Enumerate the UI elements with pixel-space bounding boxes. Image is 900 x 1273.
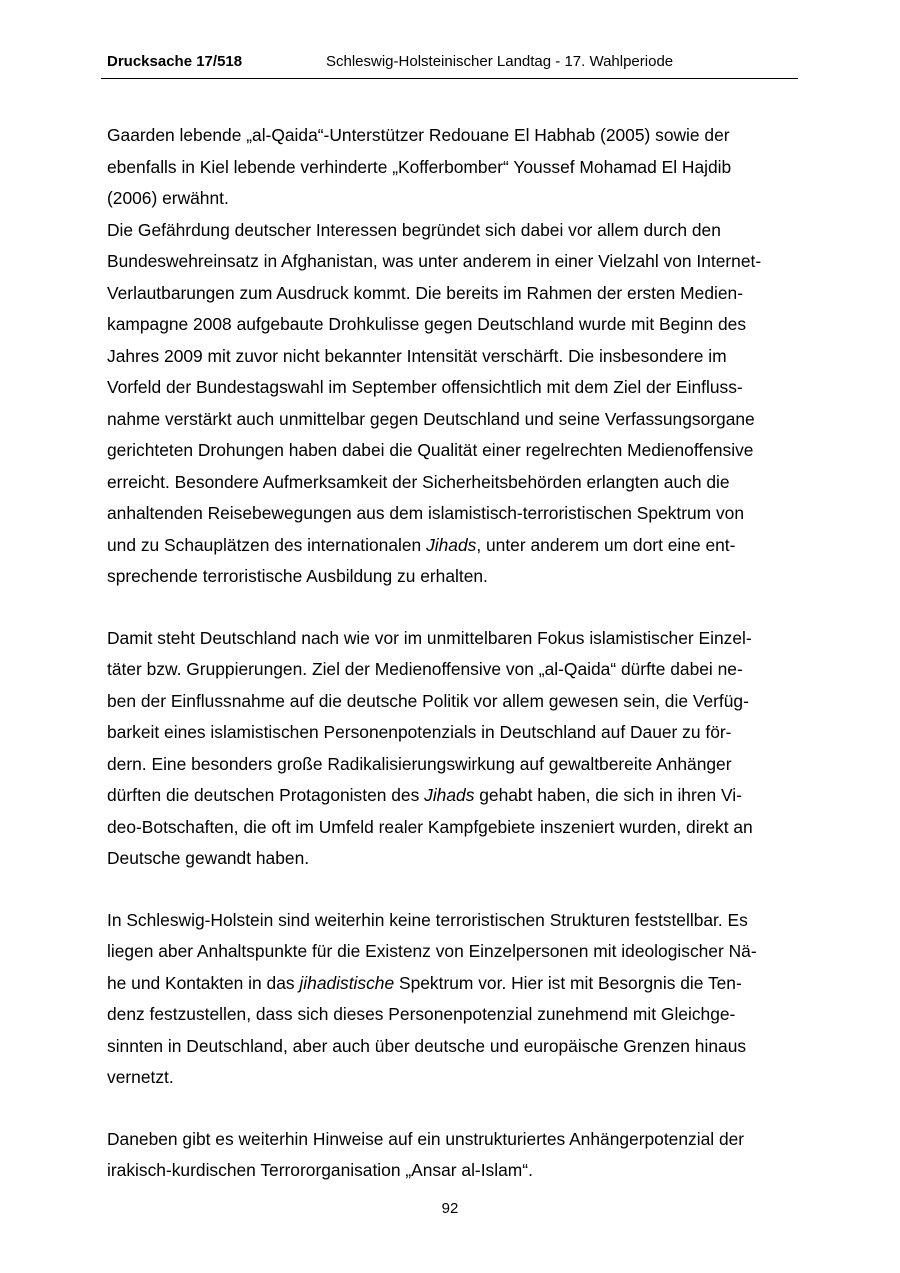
text-line: Verlautbarungen zum Ausdruck kommt. Die bereits im Rahmen der ersten Medien-: [107, 282, 744, 303]
text-line: (2006) erwähnt.: [107, 188, 229, 208]
text-line: [107, 530, 807, 562]
paragraph-4: [107, 1124, 807, 1187]
emphasis-text: Jihads: [426, 534, 477, 555]
emphasis-text: Jihads: [424, 785, 475, 805]
text-line: denz festzustellen, dass sich dieses Personenpotenzial zunehmend mit Gleichge-: [107, 1004, 736, 1024]
paragraph-3: [107, 905, 807, 1094]
text-line: nahme verstärkt auch unmittelbar gegen Deutschland und seine Verfassungsorgane: [107, 408, 755, 429]
text-line: Die Gefährdung deutscher Interessen begründet sich dabei vor allem durch den: [107, 219, 721, 240]
document-number: Drucksache 17/518: [107, 53, 243, 70]
text-line: kampagne 2008 aufgebaute Drohkulisse gegen Deutschland wurde mit Beginn des: [107, 314, 747, 334]
text-line: Deutsche gewandt haben.: [107, 848, 310, 868]
text-line: gerichteten Drohungen haben dabei die Qualität einer regelrechten Medienoffensive: [107, 440, 754, 460]
text-run: und zu Schauplätzen des internationalen: [107, 534, 427, 555]
text-line: irakisch-kurdischen Terrororganisation „Ansar al-Islam“.: [107, 1160, 533, 1180]
text-line: sprechende terroristische Ausbildung zu erhalten.: [107, 566, 488, 586]
text-run: Spektrum vor. Hier ist mit Besorgnis die Ten-: [394, 972, 742, 993]
text-line: sinnten in Deutschland, aber auch über deutsche und europäische Grenzen hinaus: [107, 1035, 747, 1056]
text-run: gehabt haben, die sich in ihren Vi-: [474, 785, 742, 805]
text-line: In Schleswig-Holstein sind weiterhin keine terroristischen Strukturen feststellbar. Es: [107, 909, 748, 930]
text-line: dern. Eine besonders große Radikalisierungswirkung auf gewaltbereite Anhänger: [107, 753, 732, 774]
text-line: Gaarden lebende „al-Qaida“-Unterstützer Redouane El Habhab (2005) sowie der: [107, 125, 730, 145]
text-line: vernetzt.: [107, 1067, 174, 1087]
text-line: Daneben gibt es weiterhin Hinweise auf ein unstrukturiertes Anhängerpotenzial der: [107, 1128, 745, 1149]
text-line: anhaltenden Reisebewegungen aus dem islamistisch-terroristischen Spektrum von: [107, 503, 745, 523]
page-header: [101, 52, 798, 79]
paragraph-1: [107, 120, 807, 593]
text-line: [107, 968, 807, 1000]
text-run: , unter anderem um dort eine ent-: [476, 534, 736, 555]
text-line: erreicht. Besondere Aufmerksamkeit der Sicherheitsbehörden erlangten auch die: [107, 471, 730, 492]
text-run: he und Kontakten in das: [107, 972, 300, 993]
emphasis-text: jihadistische: [299, 972, 395, 993]
text-line: Vorfeld der Bundestagswahl im September offensichtlich mit dem Ziel der Einfluss-: [107, 377, 743, 397]
page-number: 92: [441, 1200, 459, 1217]
text-line: Damit steht Deutschland nach wie vor im unmittelbaren Fokus islamistischer Einzel-: [107, 627, 752, 648]
text-line: täter bzw. Gruppierungen. Ziel der Medienoffensive von „al-Qaida“ dürfte dabei ne-: [107, 659, 743, 679]
header-title: Schleswig-Holsteinischer Landtag - 17. Wahlperiode: [326, 53, 674, 70]
text-line: [107, 780, 807, 812]
text-line: deo-Botschaften, die oft im Umfeld realer Kampfgebiete inszeniert wurden, direkt an: [107, 816, 753, 837]
body-text: [107, 120, 807, 1187]
text-line: Jahres 2009 mit zuvor nicht bekannter Intensität verschärft. Die insbesondere im: [107, 345, 727, 366]
text-line: Bundeswehreinsatz in Afghanistan, was unter anderem in einer Vielzahl von Internet-: [107, 251, 762, 271]
text-line: ebenfalls in Kiel lebende verhinderte „Kofferbomber“ Youssef Mohamad El Hajdib: [107, 156, 732, 177]
text-run: dürften die deutschen Protagonisten des: [107, 785, 425, 805]
text-line: ben der Einflussnahme auf die deutsche Politik vor allem gewesen sein, die Verfüg-: [107, 690, 749, 711]
text-line: barkeit eines islamistischen Personenpotenzials in Deutschland auf Dauer zu för-: [107, 722, 732, 742]
text-line: liegen aber Anhaltspunkte für die Existenz von Einzelpersonen mit ideologischer Nä-: [107, 941, 757, 961]
paragraph-2: [107, 623, 807, 875]
